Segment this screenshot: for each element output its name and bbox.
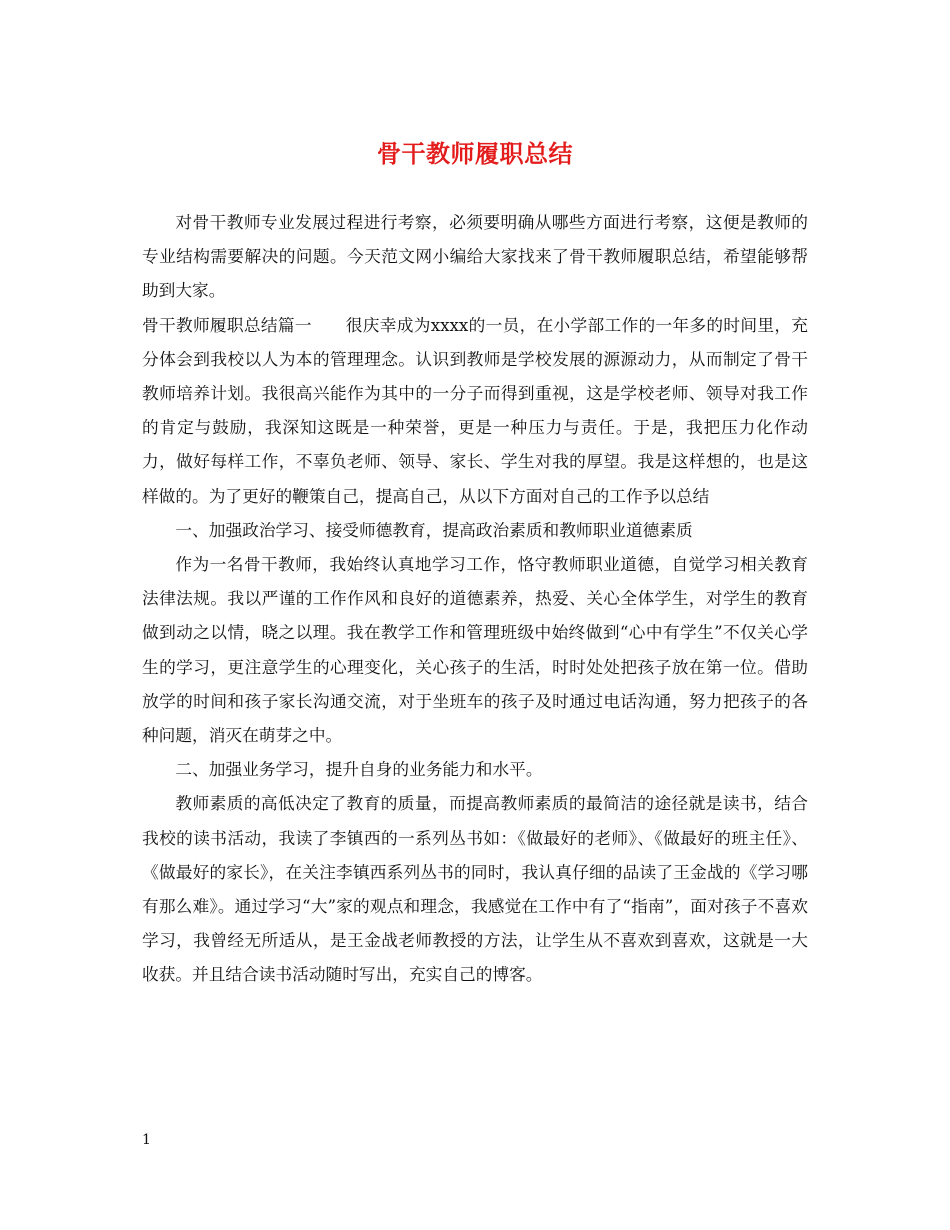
professional-study-paragraph: 教师素质的高低决定了教育的质量，而提高教师素质的最简洁的途径就是读书，结合我校的读书活动，我读了李镇西的一系列丛书如：《做最好的老师》、《做最好的班主任》、《做最好的家长》，在关注李镇西系列丛书的同时，我认真仔细的品读了王金战的《学习哪有那么难》。通过学习“大”家的观点和理念，我感觉在工作中有了“指南”，面对孩子不喜欢学习，我曾经无所适从，是王金战老师教授的方法，让学生从不喜欢到喜欢，这就是一大收获。并且结合读书活动随时写出，充实自己的博客。 bbox=[142, 793, 808, 985]
document-body bbox=[142, 205, 808, 992]
intro-paragraph: 对骨干教师专业发展过程进行考察，必须要明确从哪些方面进行考察，这便是教师的专业结构需要解决的问题。今天范文网小编给大家找来了骨干教师履职总结，希望能够帮助到大家。 bbox=[142, 212, 808, 301]
heading-professional-study: 二、加强业务学习，提升自身的业务能力和水平。 bbox=[175, 759, 543, 780]
section-one-intro-paragraph: 骨干教师履职总结篇一 很庆幸成为xxxx的一员，在小学部工作的一年多的时间里，充分体会到我校以人为本的管理理念。认识到教师是学校发展的源源动力，从而制定了骨干教师培养计划。我很高兴能作为其中的一分子而得到重视，这是学校老师、领导对我工作的肯定与鼓励，我深知这既是一种荣誉，更是一种压力与责任。于是，我把压力化作动力，做好每样工作，不辜负老师、领导、家长、学生对我的厚望。我是这样想的，也是这样做的。为了更好的鞭策自己，提高自己，从以下方面对自己的工作予以总结 bbox=[142, 314, 808, 506]
document-title: 骨干教师履职总结 bbox=[377, 140, 573, 168]
heading-political-study: 一、加强政治学习、接受师德教育，提高政治素质和教师职业道德素质 bbox=[175, 519, 693, 540]
political-study-paragraph: 作为一名骨干教师，我始终认真地学习工作，恪守教师职业道德，自觉学习相关教育法律法规。我以严谨的工作作风和良好的道德素养，热爱、关心全体学生，对学生的教育做到动之以情，晓之以理。我在教学工作和管理班级中始终做到“心中有学生”不仅关心学生的学习，更注意学生的心理变化，关心孩子的生活，时时处处把孩子放在第一位。借助放学的时间和孩子家长沟通交流，对于坐班车的孩子及时通过电话沟通，努力把孩子的各种问题，消灭在萌芽之中。 bbox=[142, 554, 808, 746]
page-number: 1 bbox=[142, 1132, 151, 1148]
